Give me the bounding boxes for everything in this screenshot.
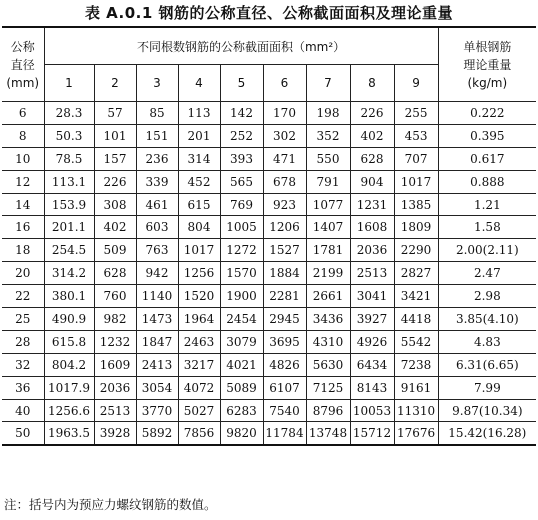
area-cell: 198 <box>306 102 350 125</box>
area-cell: 201 <box>178 124 220 147</box>
diameter-cell: 8 <box>2 124 44 147</box>
table-row <box>2 330 536 353</box>
area-cell: 142 <box>220 102 263 125</box>
area-cell: 339 <box>136 170 178 193</box>
count-header: 6 <box>263 65 306 102</box>
area-cell: 402 <box>94 216 136 239</box>
area-cell: 615.8 <box>44 330 94 353</box>
area-cell: 760 <box>94 285 136 308</box>
area-cell: 4072 <box>178 376 220 399</box>
area-cell: 678 <box>263 170 306 193</box>
area-cell: 3436 <box>306 308 350 331</box>
area-cell: 1964 <box>178 308 220 331</box>
area-cell: 804 <box>178 216 220 239</box>
area-cell: 923 <box>263 193 306 216</box>
count-header: 4 <box>178 65 220 102</box>
table-row <box>2 422 536 445</box>
area-cell: 942 <box>136 262 178 285</box>
weight-cell: 0.888 <box>438 170 536 193</box>
count-header: 3 <box>136 65 178 102</box>
diameter-cell: 6 <box>2 102 44 125</box>
area-cell: 1272 <box>220 239 263 262</box>
area-cell: 314 <box>178 147 220 170</box>
area-cell: 1232 <box>94 330 136 353</box>
weight-cell: 4.83 <box>438 330 536 353</box>
area-group-header: 不同根数钢筋的公称截面面积（mm²） <box>44 27 438 65</box>
area-cell: 615 <box>178 193 220 216</box>
count-header: 5 <box>220 65 263 102</box>
area-cell: 4418 <box>394 308 438 331</box>
area-cell: 1884 <box>263 262 306 285</box>
area-cell: 3054 <box>136 376 178 399</box>
area-cell: 791 <box>306 170 350 193</box>
table-row <box>2 353 536 376</box>
diameter-cell: 40 <box>2 399 44 422</box>
area-cell: 1017 <box>394 170 438 193</box>
area-cell: 3695 <box>263 330 306 353</box>
table-row <box>2 239 536 262</box>
area-cell: 255 <box>394 102 438 125</box>
area-cell: 11784 <box>263 422 306 445</box>
area-cell: 3770 <box>136 399 178 422</box>
area-cell: 170 <box>263 102 306 125</box>
table-title: 表 A.0.1 钢筋的公称直径、公称截面面积及理论重量 <box>84 4 454 22</box>
area-cell: 3217 <box>178 353 220 376</box>
area-cell: 1609 <box>94 353 136 376</box>
area-cell: 8143 <box>350 376 394 399</box>
rebar-table <box>2 26 536 446</box>
weight-cell: 2.47 <box>438 262 536 285</box>
diameter-cell: 10 <box>2 147 44 170</box>
area-cell: 1608 <box>350 216 394 239</box>
table-row <box>2 285 536 308</box>
area-cell: 1900 <box>220 285 263 308</box>
weight-cell: 6.31(6.65) <box>438 353 536 376</box>
area-cell: 3041 <box>350 285 394 308</box>
area-cell: 151 <box>136 124 178 147</box>
area-cell: 5027 <box>178 399 220 422</box>
count-header: 8 <box>350 65 394 102</box>
area-cell: 471 <box>263 147 306 170</box>
area-cell: 2290 <box>394 239 438 262</box>
area-cell: 236 <box>136 147 178 170</box>
area-cell: 565 <box>220 170 263 193</box>
table-body <box>2 102 536 446</box>
table-row <box>2 308 536 331</box>
area-cell: 5089 <box>220 376 263 399</box>
table-row <box>2 147 536 170</box>
area-cell: 1963.5 <box>44 422 94 445</box>
area-cell: 2513 <box>350 262 394 285</box>
area-cell: 5892 <box>136 422 178 445</box>
area-cell: 1781 <box>306 239 350 262</box>
area-cell: 1231 <box>350 193 394 216</box>
area-cell: 157 <box>94 147 136 170</box>
table-row <box>2 399 536 422</box>
area-cell: 1473 <box>136 308 178 331</box>
area-cell: 2827 <box>394 262 438 285</box>
area-cell: 763 <box>136 239 178 262</box>
diameter-header <box>2 27 44 102</box>
area-cell: 153.9 <box>44 193 94 216</box>
area-cell: 461 <box>136 193 178 216</box>
count-header: 7 <box>306 65 350 102</box>
weight-cell: 1.58 <box>438 216 536 239</box>
table-row <box>2 102 536 125</box>
area-cell: 1206 <box>263 216 306 239</box>
diameter-cell: 25 <box>2 308 44 331</box>
area-cell: 10053 <box>350 399 394 422</box>
weight-cell: 0.395 <box>438 124 536 147</box>
area-cell: 1140 <box>136 285 178 308</box>
area-cell: 1847 <box>136 330 178 353</box>
table-row <box>2 193 536 216</box>
area-cell: 1407 <box>306 216 350 239</box>
area-cell: 85 <box>136 102 178 125</box>
weight-header-line: (kg/m) <box>467 75 508 90</box>
area-cell: 252 <box>220 124 263 147</box>
table-row <box>2 262 536 285</box>
area-cell: 4021 <box>220 353 263 376</box>
area-cell: 1077 <box>306 193 350 216</box>
area-cell: 5630 <box>306 353 350 376</box>
diameter-header-line: (mm) <box>6 75 40 90</box>
area-cell: 1520 <box>178 285 220 308</box>
area-cell: 452 <box>178 170 220 193</box>
diameter-cell: 22 <box>2 285 44 308</box>
area-cell: 5542 <box>394 330 438 353</box>
diameter-cell: 28 <box>2 330 44 353</box>
diameter-cell: 16 <box>2 216 44 239</box>
area-cell: 11310 <box>394 399 438 422</box>
weight-cell: 3.85(4.10) <box>438 308 536 331</box>
area-cell: 1017.9 <box>44 376 94 399</box>
area-cell: 628 <box>350 147 394 170</box>
area-cell: 509 <box>94 239 136 262</box>
weight-cell: 7.99 <box>438 376 536 399</box>
diameter-cell: 20 <box>2 262 44 285</box>
area-cell: 2661 <box>306 285 350 308</box>
area-cell: 78.5 <box>44 147 94 170</box>
area-cell: 15712 <box>350 422 394 445</box>
area-cell: 453 <box>394 124 438 147</box>
diameter-header-line: 公称 <box>10 39 35 54</box>
area-cell: 6107 <box>263 376 306 399</box>
diameter-cell: 18 <box>2 239 44 262</box>
area-cell: 904 <box>350 170 394 193</box>
area-cell: 1005 <box>220 216 263 239</box>
area-cell: 226 <box>350 102 394 125</box>
table-note: 注：括号内为预应力螺纹钢筋的数值。 <box>4 497 217 512</box>
area-cell: 308 <box>94 193 136 216</box>
area-cell: 769 <box>220 193 263 216</box>
weight-cell: 15.42(16.28) <box>438 422 536 445</box>
area-cell: 1527 <box>263 239 306 262</box>
weight-cell: 2.98 <box>438 285 536 308</box>
area-cell: 226 <box>94 170 136 193</box>
area-cell: 628 <box>94 262 136 285</box>
area-cell: 6434 <box>350 353 394 376</box>
area-cell: 1385 <box>394 193 438 216</box>
area-cell: 2945 <box>263 308 306 331</box>
area-cell: 380.1 <box>44 285 94 308</box>
area-cell: 402 <box>350 124 394 147</box>
weight-cell: 9.87(10.34) <box>438 399 536 422</box>
diameter-header-line: 直径 <box>10 57 35 72</box>
weight-header-line: 理论重量 <box>463 57 512 72</box>
area-cell: 4310 <box>306 330 350 353</box>
area-cell: 2281 <box>263 285 306 308</box>
area-cell: 2199 <box>306 262 350 285</box>
area-cell: 804.2 <box>44 353 94 376</box>
area-cell: 2036 <box>350 239 394 262</box>
weight-cell: 1.21 <box>438 193 536 216</box>
area-cell: 7125 <box>306 376 350 399</box>
area-cell: 57 <box>94 102 136 125</box>
area-cell: 3079 <box>220 330 263 353</box>
count-header: 9 <box>394 65 438 102</box>
area-cell: 13748 <box>306 422 350 445</box>
area-cell: 9161 <box>394 376 438 399</box>
header-row-group <box>2 27 536 65</box>
area-cell: 28.3 <box>44 102 94 125</box>
area-cell: 4926 <box>350 330 394 353</box>
area-cell: 1017 <box>178 239 220 262</box>
weight-header <box>438 27 536 102</box>
count-header: 1 <box>44 65 94 102</box>
area-cell: 113 <box>178 102 220 125</box>
area-cell: 7856 <box>178 422 220 445</box>
area-cell: 7540 <box>263 399 306 422</box>
area-cell: 2513 <box>94 399 136 422</box>
area-cell: 2413 <box>136 353 178 376</box>
area-cell: 302 <box>263 124 306 147</box>
area-cell: 9820 <box>220 422 263 445</box>
area-cell: 550 <box>306 147 350 170</box>
diameter-cell: 50 <box>2 422 44 445</box>
area-cell: 201.1 <box>44 216 94 239</box>
area-cell: 982 <box>94 308 136 331</box>
area-cell: 7238 <box>394 353 438 376</box>
diameter-cell: 12 <box>2 170 44 193</box>
area-cell: 707 <box>394 147 438 170</box>
weight-cell: 0.222 <box>438 102 536 125</box>
area-cell: 352 <box>306 124 350 147</box>
area-cell: 2463 <box>178 330 220 353</box>
table-row <box>2 170 536 193</box>
weight-header-line: 单根钢筋 <box>463 39 512 54</box>
table-row <box>2 124 536 147</box>
count-header: 2 <box>94 65 136 102</box>
area-cell: 603 <box>136 216 178 239</box>
area-cell: 8796 <box>306 399 350 422</box>
area-cell: 393 <box>220 147 263 170</box>
area-cell: 1570 <box>220 262 263 285</box>
area-cell: 3927 <box>350 308 394 331</box>
table-row <box>2 376 536 399</box>
area-cell: 2036 <box>94 376 136 399</box>
area-cell: 1809 <box>394 216 438 239</box>
area-cell: 101 <box>94 124 136 147</box>
area-cell: 490.9 <box>44 308 94 331</box>
area-cell: 314.2 <box>44 262 94 285</box>
area-cell: 1256 <box>178 262 220 285</box>
table-row <box>2 216 536 239</box>
area-cell: 6283 <box>220 399 263 422</box>
area-cell: 3421 <box>394 285 438 308</box>
diameter-cell: 14 <box>2 193 44 216</box>
diameter-cell: 32 <box>2 353 44 376</box>
diameter-cell: 36 <box>2 376 44 399</box>
area-cell: 1256.6 <box>44 399 94 422</box>
area-cell: 3928 <box>94 422 136 445</box>
area-cell: 50.3 <box>44 124 94 147</box>
area-cell: 17676 <box>394 422 438 445</box>
area-cell: 254.5 <box>44 239 94 262</box>
weight-cell: 0.617 <box>438 147 536 170</box>
weight-cell: 2.00(2.11) <box>438 239 536 262</box>
area-cell: 2454 <box>220 308 263 331</box>
area-cell: 113.1 <box>44 170 94 193</box>
area-cell: 4826 <box>263 353 306 376</box>
